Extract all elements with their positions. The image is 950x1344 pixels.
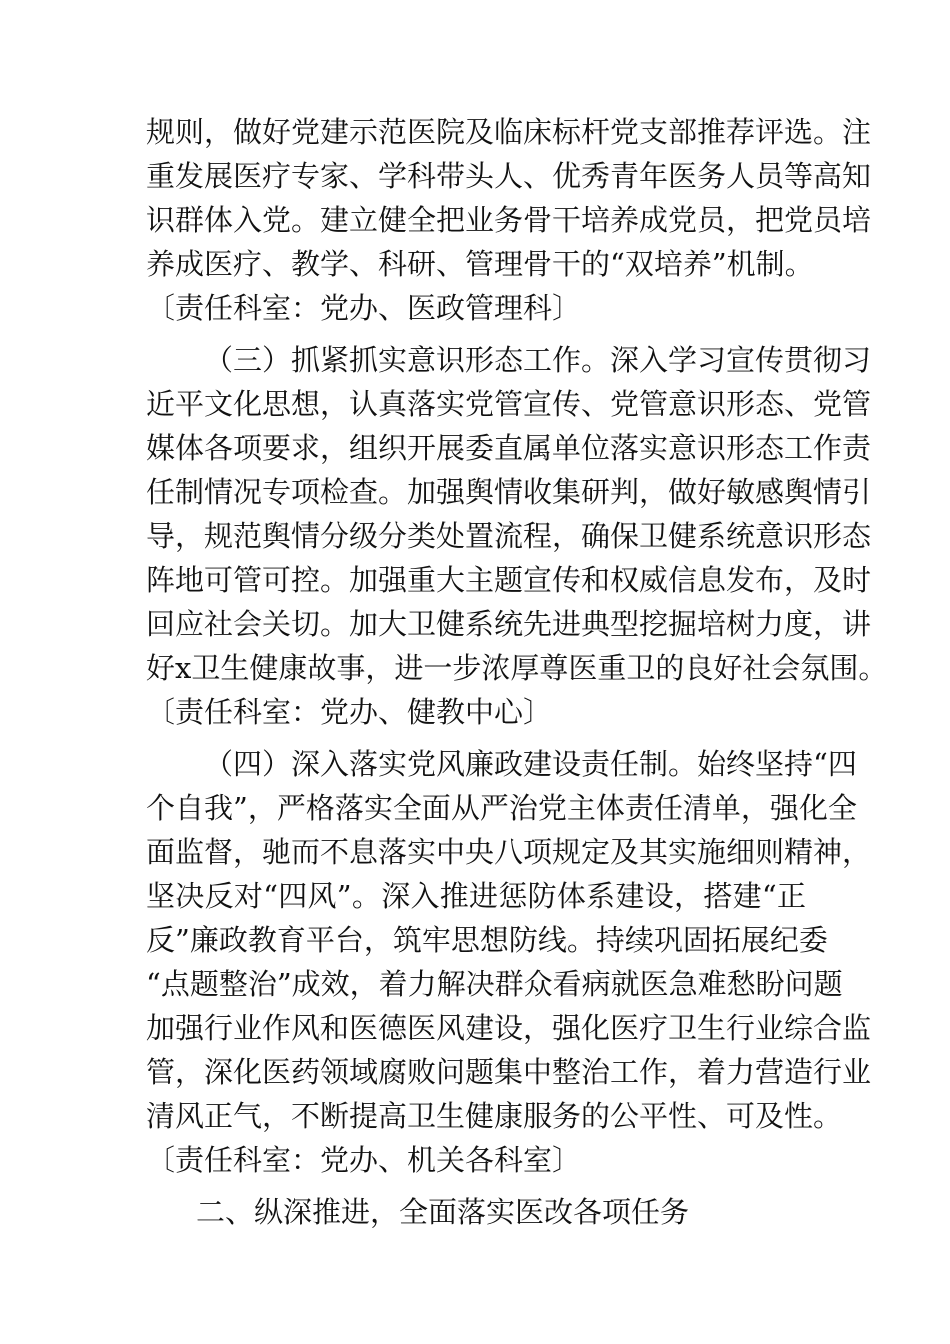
text-line: 阵地可管可控。加强重大主题宣传和权威信息发布，及时 bbox=[146, 563, 872, 597]
text-line: 识群体入党。建立健全把业务骨干培养成党员，把党员培 bbox=[146, 203, 872, 237]
text-line: 规则，做好党建示范医院及临床标杆党支部推荐评选。注 bbox=[146, 115, 872, 149]
text-line: 养成医疗、教学、科研、管理骨干的“双培养”机制。 bbox=[146, 247, 814, 281]
text-line: 加强行业作风和医德医风建设，强化医疗卫生行业综合监 bbox=[146, 1011, 872, 1045]
text-line: 面监督，驰而不息落实中央八项规定及其实施细则精神， bbox=[146, 835, 872, 869]
text-line: 媒体各项要求，组织开展委直属单位落实意识形态工作责 bbox=[146, 431, 872, 465]
text-line: 任制情况专项检查。加强舆情收集研判，做好敏感舆情引 bbox=[146, 475, 872, 509]
text-line: 导，规范舆情分级分类处置流程，确保卫健系统意识形态 bbox=[146, 519, 872, 553]
text-line: 近平文化思想，认真落实党管宣传、党管意识形态、党管 bbox=[146, 387, 872, 421]
section-heading-line: （三）抓紧抓实意识形态工作。深入学习宣传贯彻习 bbox=[204, 343, 872, 377]
text-line: 清风正气，不断提高卫生健康服务的公平性、可及性。 bbox=[146, 1099, 843, 1133]
section-two-heading: 二、纵深推进，全面落实医改各项任务 bbox=[196, 1195, 690, 1229]
text-line: 坚决反对“四风”。深入推进惩防体系建设，搭建“正 bbox=[146, 879, 806, 913]
text-line: 个自我”，严格落实全面从严治党主体责任清单，强化全 bbox=[146, 791, 857, 825]
text-line: 好x卫生健康故事，进一步浓厚尊医重卫的良好社会氛围。 bbox=[146, 651, 888, 685]
text-line: 回应社会关切。加大卫健系统先进典型挖掘培树力度，讲 bbox=[146, 607, 872, 641]
responsibility-note: 〔责任科室：党办、健教中心〕 bbox=[146, 695, 553, 729]
text-line: 反”廉政教育平台，筑牢思想防线。持续巩固拓展纪委 bbox=[146, 923, 828, 957]
section-heading-line: （四）深入落实党风廉政建设责任制。始终坚持“四 bbox=[204, 747, 857, 781]
text-line: 重发展医疗专家、学科带头人、优秀青年医务人员等高知 bbox=[146, 159, 872, 193]
responsibility-note: 〔责任科室：党办、机关各科室〕 bbox=[146, 1143, 582, 1177]
text-line: “点题整治”成效，着力解决群众看病就医急难愁盼问题 bbox=[146, 967, 843, 1001]
responsibility-note: 〔责任科室：党办、医政管理科〕 bbox=[146, 291, 582, 325]
text-line: 管，深化医药领域腐败问题集中整治工作，着力营造行业 bbox=[146, 1055, 872, 1089]
